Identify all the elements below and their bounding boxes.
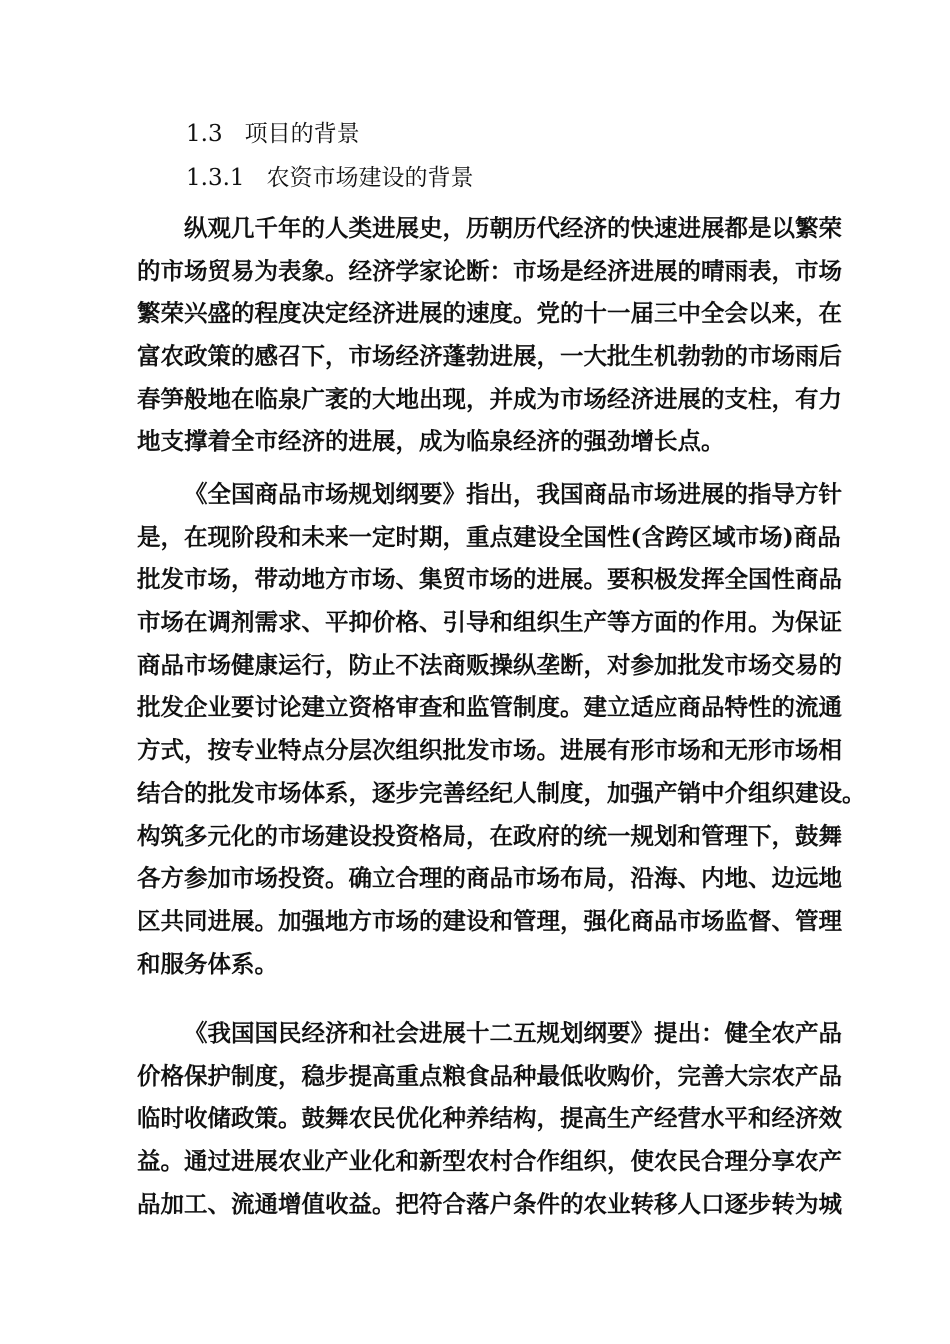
subsection-title: 农资市场建设的背景 [266, 165, 474, 191]
paragraph-line: 富农政策的感召下，市场经济蓬勃进展，一大批生机勃勃的市场雨后 [137, 342, 842, 371]
paragraph-line: 批发市场，带动地方市场、集贸市场的进展。要积极发挥全国性商品 [137, 565, 842, 594]
section-heading [186, 119, 360, 149]
section-title: 项目的背景 [244, 121, 360, 147]
paragraph-line: 结合的批发市场体系，逐步完善经纪人制度，加强产销中介组织建设。 [137, 778, 866, 807]
paragraph-line: 和服务体系。 [137, 949, 278, 978]
paragraph-line: 纵观几千年的人类进展史，历朝历代经济的快速进展都是以繁荣 [184, 214, 842, 242]
paragraph-line: 各方参加市场投资。确立合理的商品市场布局，沿海、内地、边远地 [137, 864, 842, 893]
paragraph-line: 繁荣兴盛的程度决定经济进展的速度。党的十一届三中全会以来，在 [137, 299, 842, 328]
paragraph-line: 临时收储政策。鼓舞农民优化种养结构，提高生产经营水平和经济效 [137, 1104, 842, 1133]
paragraph-line: 《全国商品市场规划纲要》指出，我国商品市场进展的指导方针 [184, 480, 842, 508]
paragraph-line: 批发企业要讨论建立资格审查和监管制度。建立适应商品特性的流通 [137, 693, 842, 722]
paragraph-line: 构筑多元化的市场建设投资格局，在政府的统一规划和管理下，鼓舞 [137, 821, 842, 850]
paragraph-line: 《我国国民经济和社会进展十二五规划纲要》提出：健全农产品 [184, 1019, 842, 1047]
paragraph-line: 商品市场健康运行，防止不法商贩操纵垄断，对参加批发市场交易的 [137, 650, 842, 679]
paragraph-line: 方式，按专业特点分层次组织批发市场。进展有形市场和无形市场相 [137, 736, 842, 765]
paragraph-line: 区共同进展。加强地方市场的建设和管理，强化商品市场监督、管理 [137, 906, 842, 935]
paragraph-line: 价格保护制度，稳步提高重点粮食品种最低收购价，完善大宗农产品 [137, 1061, 842, 1090]
paragraph-line: 地支撑着全市经济的进展，成为临泉经济的强劲增长点。 [137, 427, 725, 456]
paragraph-line: 的市场贸易为表象。经济学家论断：市场是经济进展的晴雨表，市场 [137, 256, 842, 285]
section-number: 1.3 [186, 121, 223, 147]
paragraph-five-year-plan [137, 1012, 857, 1225]
subsection-number: 1.3.1 [186, 165, 245, 191]
paragraph-national-market-plan [137, 473, 866, 985]
paragraph-line: 是，在现阶段和未来一定时期，重点建设全国性(含跨区域市场)商品 [137, 522, 841, 551]
paragraph-line: 市场在调剂需求、平抑价格、引导和组织生产等方面的作用。为保证 [137, 608, 842, 637]
paragraph-market-history [137, 207, 857, 463]
subsection-heading [186, 163, 474, 193]
paragraph-line: 益。通过进展农业产业化和新型农村合作组织，使农民合理分享农产 [137, 1147, 842, 1176]
paragraph-line: 品加工、流通增值收益。把符合落户条件的农业转移人口逐步转为城 [137, 1189, 842, 1218]
paragraph-line: 春笋般地在临泉广袤的大地出现，并成为市场经济进展的支柱，有力 [137, 384, 842, 413]
